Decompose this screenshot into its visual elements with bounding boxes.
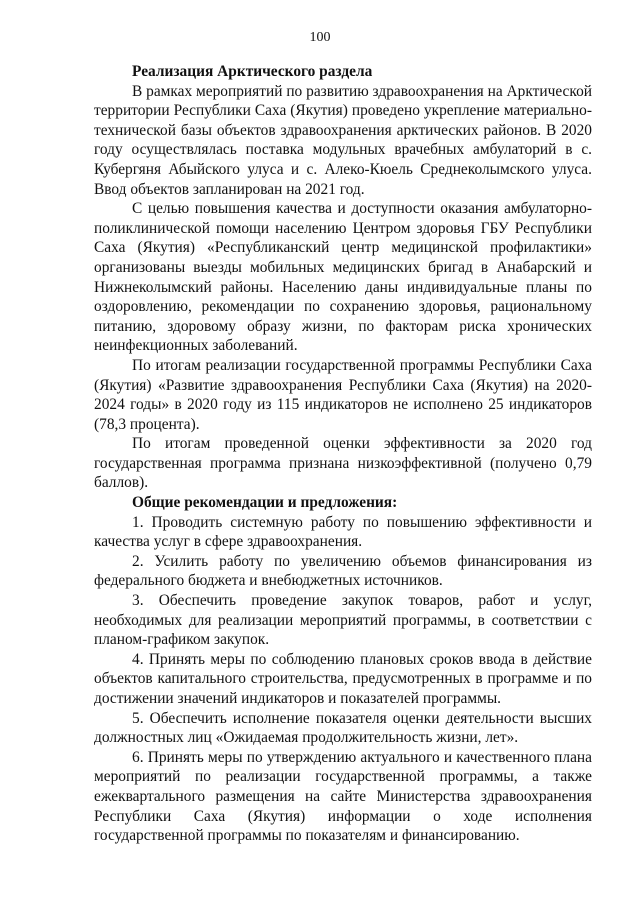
paragraph: С целью повышения качества и доступности оказания амбулаторно-поликлинической помощи населению Центром здоровья ГБУ Республики Саха (Якутия) «Республиканский центр медицинской профилактики» организованы выезды мобильных медицинских бригад в Анабарский и Нижнеколымский районы. Населению даны индивидуальные планы по оздоровлению, рекомендации по сохранению здоровья, рациональному питанию, здоровому образу жизни, по факторам риска хронических неинфекционных заболеваний. bbox=[94, 200, 592, 355]
document-body bbox=[94, 62, 592, 846]
recommendation-item: 5. Обеспечить исполнение показателя оценки деятельности высших должностных лиц «Ожидаемая продолжительность жизни, лет». bbox=[94, 709, 592, 747]
recommendation-item: 2. Усилить работу по увеличению объемов финансирования из федерального бюджета и внебюджетных источников. bbox=[94, 552, 592, 590]
section-heading-recommendations: Общие рекомендации и предложения: bbox=[132, 494, 398, 512]
recommendation-item: 1. Проводить системную работу по повышению эффективности и качества услуг в сфере здравоохранения. bbox=[94, 513, 592, 551]
recommendation-item: 6. Принять меры по утверждению актуального и качественного плана мероприятий по реализации государственной программы, а также ежеквартального размещения на сайте Министерства здравоохранения Республики Саха (Якутия) информации о ходе исполнения государственной программы по показателям и финансированию. bbox=[94, 748, 592, 845]
paragraph: В рамках мероприятий по развитию здравоохранения на Арктической территории Республики Саха (Якутия) проведено укрепление материально-технической базы объектов здравоохранения арктических районов. В 2020 году осуществлялась поставка модульных врачебных амбулаторий в с. Кубергяня Абыйского улуса и с. Алеко-Кюель Среднеколымского улуса. Ввод объектов запланирован на 2021 год. bbox=[94, 82, 592, 198]
paragraph: По итогам проведенной оценки эффективности за 2020 год государственная программа признана низкоэффективной (получено 0,79 баллов). bbox=[94, 435, 592, 492]
paragraph: По итогам реализации государственной программы Республики Саха (Якутия) «Развитие здравоохранения Республики Саха (Якутия) на 2020-2024 годы» в 2020 году из 115 индикаторов не исполнено 25 индикаторов (78,3 процента). bbox=[94, 356, 592, 433]
recommendation-item: 4. Принять меры по соблюдению плановых сроков ввода в действие объектов капитального строительства, предусмотренных в программе и по достижении значений индикаторов и показателей программы. bbox=[94, 650, 592, 707]
recommendation-item: 3. Обеспечить проведение закупок товаров, работ и услуг, необходимых для реализации мероприятий программы, в соответствии с планом-графиком закупок. bbox=[94, 592, 592, 649]
page-number: 100 bbox=[309, 30, 331, 45]
section-heading-arctic: Реализация Арктического раздела bbox=[132, 63, 373, 80]
